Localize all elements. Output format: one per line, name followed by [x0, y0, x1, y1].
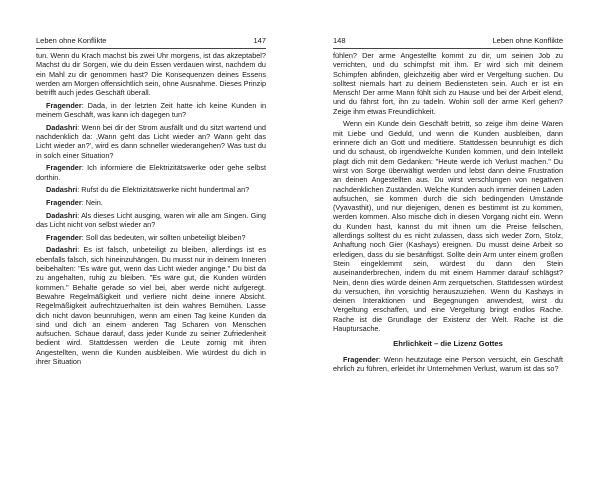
page-number: 147 — [253, 36, 266, 45]
paragraph — [36, 185, 266, 194]
speaker-label: Dadashri — [46, 185, 78, 195]
paragraph — [36, 163, 266, 182]
paragraph-text: Wenn ein Kunde dein Geschäft betritt, so zeige ihm deine Waren mit Liebe und Geduld, und wenn die Kunden ausbleiben, dann erinnere dich an Gott und meditiere. Stattdessen beunruhigt es dich und du schaust, ob irgendwelche Kunden kommen, und dein Intellekt plagt dich mit dem Gedanken: "Heute werde ich Verlust machen." Du wirst von Sorge überwältigt werden und lebst dann deine Frustration an deinen Angestellten aus. Du wirst verschlungen von negativen nachdenklichen Zuständen. Welche Kunden auch immer deinen Laden aufsuchen, sie kommen durch die sich bedingenden Umstände (Vyavasthit), und nur diejenigen, denen es bestimmt ist zu kommen, werden kommen. Also mische dich in diesen Vorgang nicht ein. Wenn du Kunden hast, kannst du mit ihnen um die Preise feilschen, allerdings solltest du es nicht zulassen, dass sich weder Zorn, Stolz, Anhaftung noch Gier (Kashays) ereignen. Du musst deine Arbeit so erledigen, dass du sie besänftigst. Sollte dein Arm unter einem großen Stein eingeklemmt sein, würdest du dann den Stein auseinanderbrechen, indem du mit einem Hammer darauf schlägst? Nein, denn dies würde deinen Arm zerquetschen. Stattdessen würdest du versuchen, ihn vorsichtig herauszuziehen. Wenn du Kashays in deinen Interaktionen und Begegnungen anwendest, wirst du Vergeltung erschaffen, und eine Vergeltung bringt endlos Rache. Rache ist die Grundlage der Existenz der Welt. Rache ist die Hauptursache. — [333, 119, 563, 333]
section-heading: Ehrlichkeit – die Lizenz Gottes — [393, 339, 503, 349]
paragraph — [36, 51, 266, 97]
paragraph — [333, 51, 563, 116]
paragraph — [333, 355, 563, 374]
paragraph — [36, 101, 266, 120]
speaker-label: Dadashri — [46, 245, 78, 255]
paragraph-text: : Soll das bedeuten, wir sollten unbeteiligt bleiben? — [81, 232, 246, 242]
paragraph — [36, 211, 266, 230]
right-page-header — [333, 36, 563, 49]
left-page-header — [36, 36, 266, 49]
right-page — [333, 0, 563, 484]
speaker-label: Fragender — [46, 232, 82, 242]
paragraph-text: : Nein. — [81, 198, 103, 208]
page-number: 148 — [333, 36, 346, 45]
paragraph-text: : Wenn heutzutage eine Person versucht, ein Geschäft ehrlich zu führen, erleidet ihr Unternehmen Verlust, warum ist das so? — [333, 354, 563, 373]
paragraph-text: fühlen? Der arme Angestellte kommt zu dir, um seinen Job zu verrichten, und du schimpfst mit ihm. Er wird sich mit deinem Schimpfen abfinden, gleichzeitig aber wird er Vergeltung suchen. Du solltest niemals hart zu deinem Bediensteten sein. Auch er ist ein Mensch! Der arme Mann fühlt sich zu Hause und bei der Arbeit elend, und du fährst fort, ihn zu tadeln. Wohin soll der arme Kerl gehen? Zeige ihm etwas Freundlichkeit. — [333, 51, 563, 116]
paragraph — [36, 123, 266, 160]
paragraph — [36, 233, 266, 242]
left-page-body — [36, 51, 266, 370]
right-page-body — [333, 51, 563, 377]
paragraph-text: : Ich informiere die Elektrizitätswerke oder gehe selbst dorthin. — [36, 163, 266, 182]
speaker-label: Dadashri — [46, 122, 78, 132]
paragraph — [36, 198, 266, 207]
running-title: Leben ohne Konflikte — [36, 36, 107, 45]
paragraph — [333, 119, 563, 333]
paragraph — [36, 245, 266, 366]
speaker-label: Fragender — [46, 198, 82, 208]
paragraph-text: : Wenn bei dir der Strom ausfällt und du sitzt wartend und nachdenklich da: ‚Wann geht das Licht wieder an? Wann geht das Licht wieder an?', wird es dann schneller wiederangehen? Was tust du in solch einer Situation? — [36, 122, 266, 160]
paragraph-text: : Als dieses Licht ausging, waren wir alle am Singen. Ging das Licht nicht von selbst wieder an? — [36, 210, 266, 230]
speaker-label: Fragender — [46, 163, 82, 173]
paragraph-text: : Dada, in der letzten Zeit hatte ich keine Kunden in meinem Geschäft, was kann ich dagegen tun? — [36, 100, 266, 120]
paragraph-text: tun. Wenn du Krach machst bis zwei Uhr morgens, ist das akzeptabel? Machst du dir Sorgen, wie du dein Essen verdauen wirst, nachdem du ein Mahl zu dir genommen hast? Die Konsequenzen deines Essens werden am Morgen offensichtlich sein, ohne Ausnahme. Dieses Prinzip betrifft auch jedes Geschäft überall. — [36, 51, 266, 98]
running-title: Leben ohne Konflikte — [492, 36, 563, 45]
paragraph-text: : Es ist falsch, unbeteiligt zu bleiben, allerdings ist es ebenfalls falsch, sich hineinzuhängen. Du musst nur in deinem Inneren beibehalten: "Es wäre gut, wenn das Licht wieder anginge." Du bist da zu angehalten, ruhig zu bleiben. "Es wäre gut, die Kunden würden kommen." Behalte gerade so viel bei, aber werde nicht aufgeregt. Bewahre Regelmäßigkeit und verliere nicht deine innere Absicht. Regelmäßigkeit aufrechtzuerhalten ist dein wahres Bemühen. Lasse dich nicht davon beunruhigen, wenn am einen Tag keine Kunden da sind und dich an einem anderen Tag Scharen von Menschen aufsuchen. Schaue darauf, dass jeder Kunde zu seiner Zufriedenheit bedient wird. Stattdessen werden die Leute zornig mit ihren Angestellten, wenn die Kunden ausbleiben. Wie würdest du dich in ihrer Situation — [36, 245, 266, 367]
speaker-label: Fragender — [46, 100, 82, 110]
left-page — [36, 0, 266, 484]
speaker-label: Fragender — [343, 354, 379, 364]
paragraph-text: : Rufst du die Elektrizitätswerke nicht hundertmal an? — [77, 185, 250, 195]
speaker-label: Dadashri — [46, 210, 78, 220]
